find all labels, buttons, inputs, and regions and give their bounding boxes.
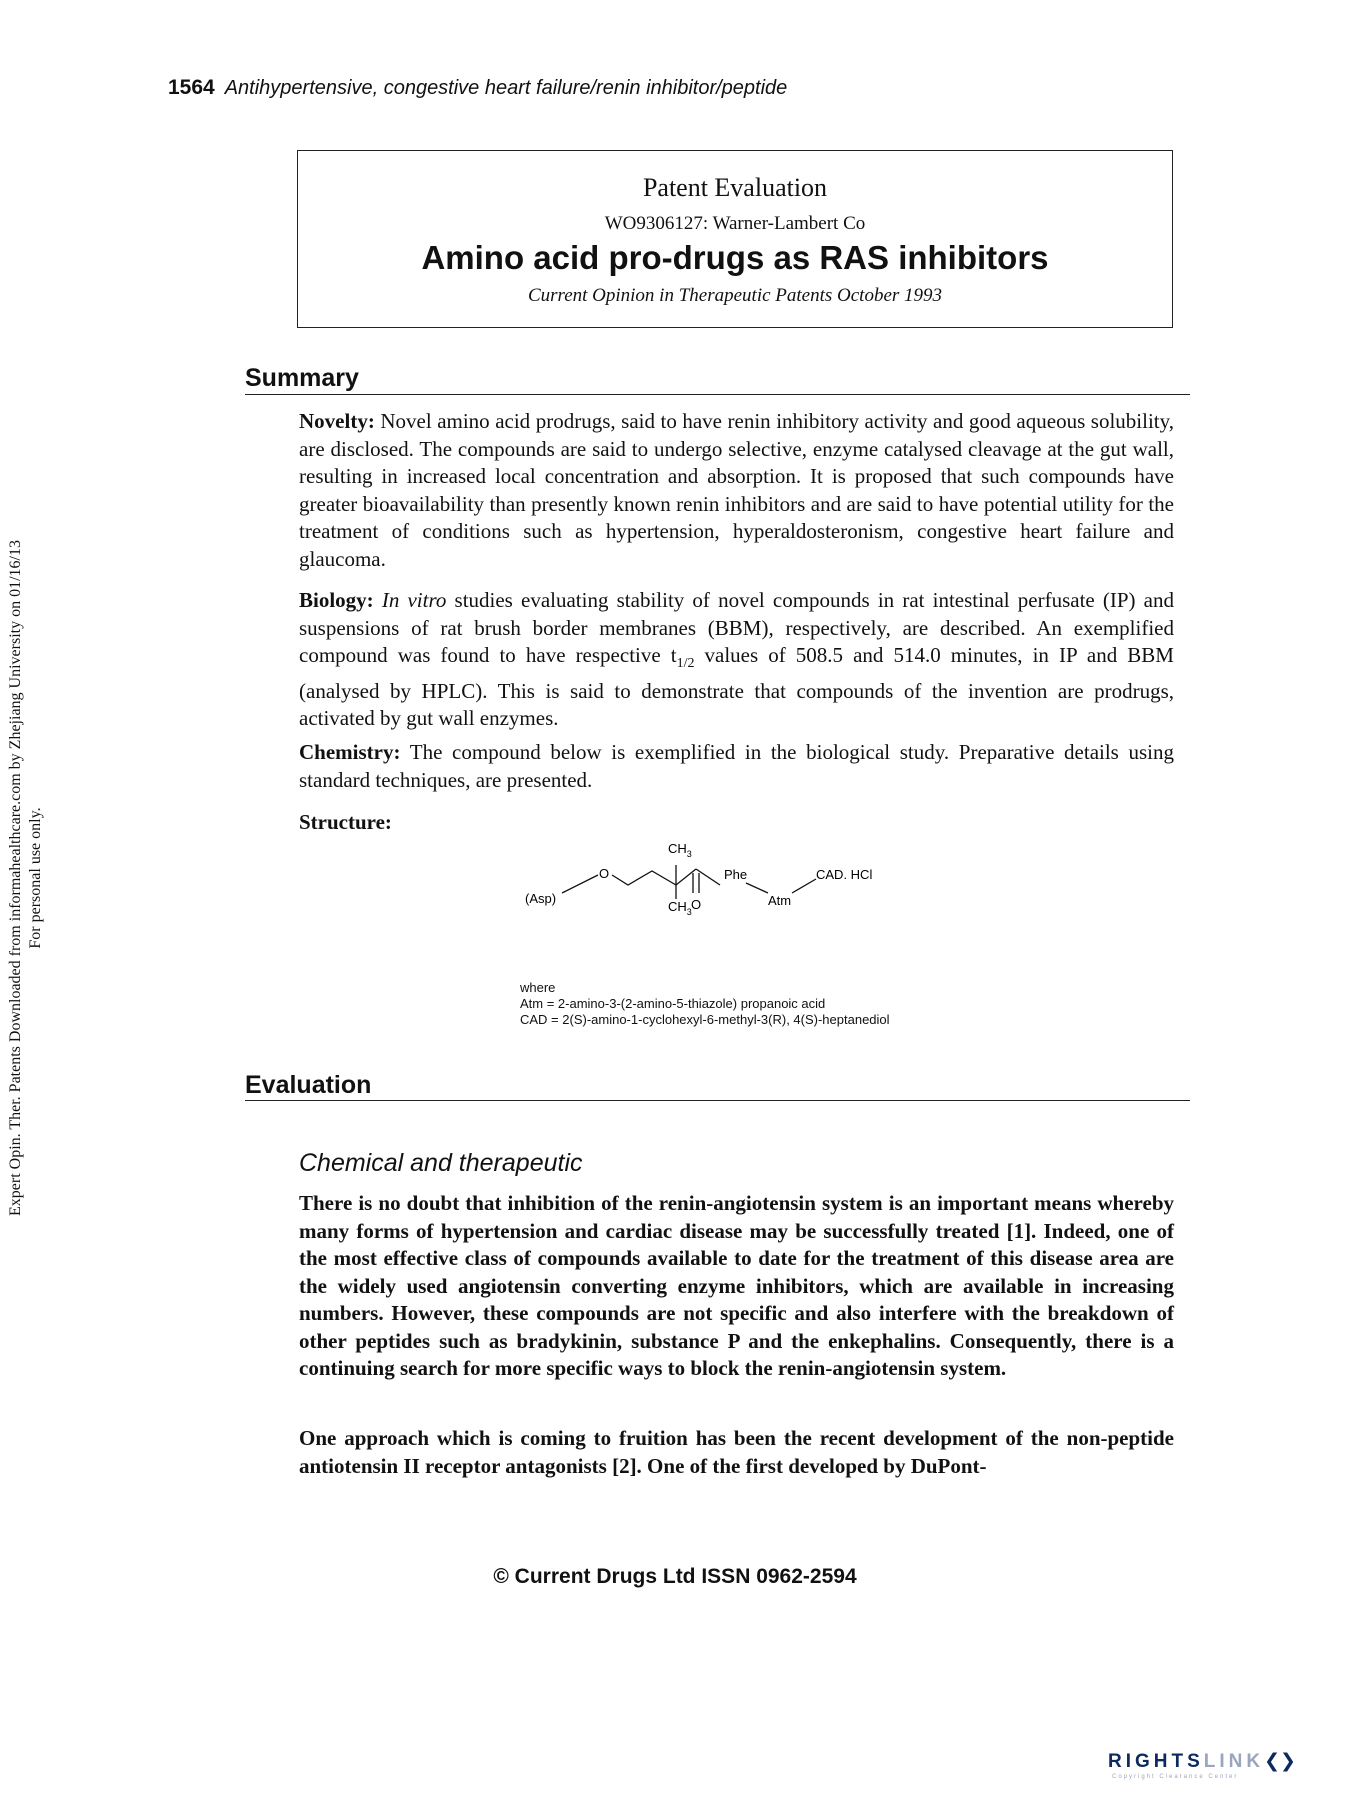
cad-label: CAD. HCl — [816, 867, 873, 882]
chemical-structure — [520, 835, 960, 945]
patent-evaluation-box — [297, 150, 1173, 328]
legend-cad: CAD = 2(S)-amino-1-cyclohexyl-6-methyl-3(R), 4(S)-heptanediol — [520, 1012, 890, 1027]
biology-subscript: 1/2 — [676, 656, 695, 672]
biology-italic: In vitro — [381, 588, 447, 612]
legend-atm: Atm = 2-amino-3-(2-amino-5-thiazole) propanoic acid — [520, 996, 826, 1011]
evaluation-paragraph-2: One approach which is coming to fruition has been the recent development of the non-peptide antiotensin II receptor antagonists [2]. One of the first developed by DuPont- — [299, 1426, 1174, 1478]
rightslink-chevron-icon: ❮❯ — [1264, 1751, 1296, 1772]
watermark-line-1: Expert Opin. Ther. Patents Downloaded from informahealthcare.com by Zhejiang University on 01/16/13 — [7, 540, 24, 1216]
rightslink-tagline: Copyright Clearance Center — [1112, 1774, 1239, 1780]
watermark-line-2: For personal use only. — [27, 807, 44, 949]
copyright-line: © Current Drugs Ltd ISSN 0962-2594 — [493, 1565, 857, 1588]
section-title: Antihypertensive, congestive heart failure/renin inhibitor/peptide — [224, 77, 788, 99]
summary-rule — [245, 394, 1190, 395]
evaluation-subheading: Chemical and therapeutic — [299, 1149, 583, 1177]
biology-text-1: studies evaluating stability of novel compounds in rat intestinal perfusate (IP) and suspensions of rat brush border membranes (BBM), respectively, are described. An exemplified compound was found to have respective t — [299, 588, 1174, 667]
novelty-paragraph — [299, 408, 1174, 573]
article-title: Amino acid pro-drugs as RAS inhibitors — [421, 239, 1049, 276]
ch3-top-label: $CH_3$ — [668, 841, 692, 859]
carbonyl-o-label: O — [691, 897, 702, 912]
box-kicker: Patent Evaluation — [642, 173, 828, 202]
download-watermark — [6, 498, 46, 1258]
journal-source: Current Opinion in Therapeutic Patents October 1993 — [527, 285, 943, 306]
bond-atm-cad — [792, 879, 816, 893]
structure-legend — [520, 980, 890, 1028]
bond-chain — [612, 869, 696, 885]
biology-paragraph — [299, 587, 1174, 733]
bond-asp-o — [562, 875, 598, 893]
ch3-bottom-label: $CH_3$ — [668, 899, 692, 917]
phe-label: Phe — [724, 867, 748, 882]
page-number: 1564 — [168, 76, 215, 99]
ether-o-label: O — [599, 866, 610, 881]
patent-id: WO9306127: Warner-Lambert Co — [604, 213, 866, 234]
chemistry-label: Chemistry: — [299, 740, 401, 764]
legend-where: where — [520, 980, 556, 995]
biology-text-2: values of 508.5 and 514.0 minutes, in IP and BBM (analysed by HPLC). This is said to demonstrate that compounds of the invention are prodrugs, activated by gut wall enzymes. — [299, 643, 1174, 731]
rightslink-link: LINK — [1203, 1751, 1265, 1772]
novelty-text: Novel amino acid prodrugs, said to have renin inhibitory activity and good aqueous solubility, are disclosed. The compounds are said to undergo selective, enzyme catalysed cleavage at the gut wall, resulting in increased local concentration and absorption. It is proposed that such compounds have greater bioavailability than presently known renin inhibitors and are said to have potential utility for the treatment of conditions such as hypertension, hyperaldosteronism, congestive heart failure and glaucoma. — [299, 409, 1175, 571]
chemistry-text: The compound below is exemplified in the biological study. Preparative details using standard techniques, are presented. — [299, 740, 1174, 792]
structure-label: Structure: — [299, 810, 392, 834]
evaluation-heading: Evaluation — [245, 1071, 372, 1099]
novelty-label: Novelty: — [299, 409, 375, 433]
bond-phe-atm — [746, 883, 768, 893]
rightslink-rights: RIGHTS — [1108, 1751, 1204, 1772]
atm-label: Atm — [768, 893, 792, 908]
asp-label: (Asp) — [525, 891, 557, 906]
summary-heading: Summary — [245, 364, 359, 392]
evaluation-paragraph-1: There is no doubt that inhibition of the renin-angiotensin system is an important means whereby many forms of hypertension and cardiac disease may be successfully treated [1]. Indeed, one of the most effective class of compounds available to date for the treatment of this disease area are the widely used angiotensin converting enzyme inhibitors, which are available in increasing numbers. However, these compounds are not specific and also interfere with the breakdown of other peptides such as bradykinin, substance P and the enkephalins. Consequently, there is a continuing search for more specific ways to block the renin-angiotensin system. — [299, 1191, 1174, 1380]
evaluation-rule — [245, 1100, 1190, 1101]
chemistry-paragraph — [299, 739, 1174, 794]
rightslink-logo[interactable] — [1108, 1750, 1296, 1773]
biology-label: Biology: — [299, 588, 374, 612]
running-head — [168, 76, 787, 100]
